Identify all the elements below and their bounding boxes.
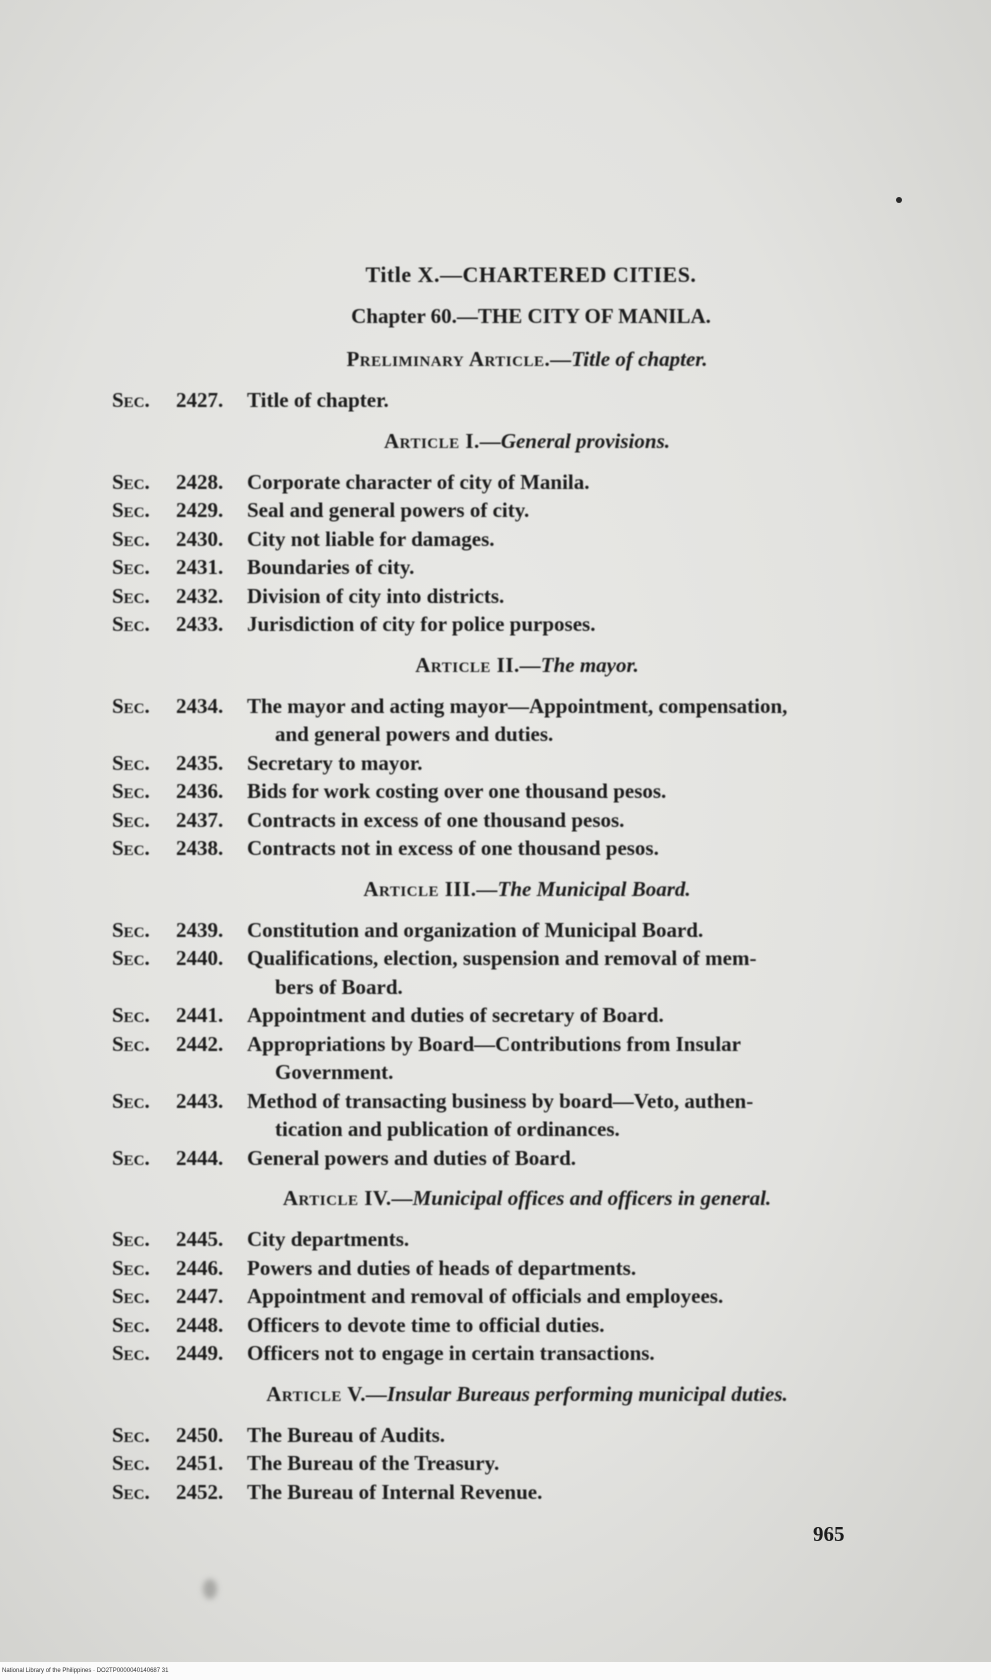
section-title	[247, 386, 942, 415]
section-title	[247, 1254, 942, 1283]
section-number: 2452.	[176, 1479, 224, 1504]
section-title-line: Bids for work costing over one thousand pesos.	[247, 779, 667, 803]
section-label: Sec.	[112, 779, 150, 803]
section-title-line: Officers to devote time to official duties.	[247, 1312, 605, 1337]
section-title-line: General powers and duties of Board.	[247, 1145, 577, 1170]
section-title	[247, 916, 942, 945]
section-number: 2445.	[176, 1227, 224, 1251]
section-label: Sec.	[112, 498, 150, 522]
section-number: 2440.	[176, 946, 224, 970]
section-number: 2429.	[176, 498, 224, 522]
section-label: Sec.	[112, 836, 150, 860]
section-label: Sec.	[112, 1088, 150, 1113]
article-heading	[112, 877, 942, 902]
section-entry	[112, 386, 942, 415]
section-title	[247, 806, 942, 835]
section-title-line: Contracts in excess of one thousand pesos.	[247, 807, 625, 832]
section-title-continuation: Government.	[275, 1060, 394, 1084]
section-title-line: Appointment and removal of officials and employees.	[247, 1284, 724, 1308]
section-label: Sec.	[112, 1255, 150, 1280]
section-entry	[112, 1421, 942, 1450]
section-number: 2448.	[176, 1312, 224, 1337]
section-title-continuation: tication and publication of ordinances.	[275, 1117, 620, 1141]
section-entry	[112, 553, 942, 582]
section-number: 2427.	[176, 388, 224, 412]
section-title-continuation: and general powers and duties.	[275, 722, 554, 746]
section-title-line: Constitution and organization of Municipal Board.	[247, 917, 704, 942]
document-body	[112, 262, 942, 1506]
section-list	[112, 1225, 942, 1368]
section-label: Sec.	[112, 1284, 150, 1308]
section-title	[247, 1030, 942, 1087]
section-entry	[112, 610, 942, 639]
ink-speck	[896, 197, 902, 203]
title-heading	[112, 262, 942, 288]
section-entry	[112, 1449, 942, 1478]
section-number: 2436.	[176, 779, 224, 803]
article-label: Preliminary Article.	[346, 347, 551, 371]
section-label: Sec.	[112, 1341, 150, 1365]
section-label: Sec.	[112, 917, 150, 942]
article-heading	[112, 1186, 942, 1211]
section-list	[112, 468, 942, 639]
section-label: Sec.	[112, 526, 150, 551]
section-number: 2444.	[176, 1145, 224, 1170]
chapter-heading	[112, 304, 942, 329]
section-title	[247, 1421, 942, 1450]
section-label: Sec.	[112, 1312, 150, 1337]
section-title	[247, 1225, 942, 1254]
section-label: Sec.	[112, 1422, 150, 1447]
section-entry	[112, 1478, 942, 1507]
section-title-line: The Bureau of the Treasury.	[247, 1451, 500, 1475]
section-entry	[112, 806, 942, 835]
section-list	[112, 1421, 942, 1507]
section-title-line: The mayor and acting mayor—Appointment, compensation,	[247, 693, 788, 718]
chapter-main: THE CITY OF MANILA.	[477, 304, 711, 328]
article-label: Article I.	[383, 428, 480, 453]
section-entry	[112, 749, 942, 778]
article-label: Article V.	[266, 1381, 366, 1406]
section-title-line: Title of chapter.	[247, 388, 389, 412]
section-title-line: Contracts not in excess of one thousand pesos.	[247, 836, 659, 860]
section-number: 2432.	[176, 583, 224, 608]
section-entry	[112, 692, 942, 749]
article-heading	[112, 653, 942, 678]
section-title	[247, 749, 942, 778]
section-entry	[112, 1254, 942, 1283]
section-entry	[112, 834, 942, 863]
title-main: CHARTERED CITIES.	[462, 262, 697, 287]
section-label: Sec.	[112, 1145, 150, 1170]
article-subtitle: —Municipal offices and officers in general.	[391, 1186, 772, 1210]
section-title	[247, 777, 942, 806]
section-number: 2446.	[176, 1255, 224, 1280]
section-title	[247, 834, 942, 863]
section-title	[247, 553, 942, 582]
section-number: 2428.	[176, 469, 224, 494]
section-title	[247, 496, 942, 525]
section-title	[247, 1144, 942, 1173]
section-label: Sec.	[112, 583, 150, 608]
section-number: 2451.	[176, 1451, 224, 1475]
section-title	[247, 468, 942, 497]
section-title	[247, 1087, 942, 1144]
section-title	[247, 1001, 942, 1030]
section-number: 2447.	[176, 1284, 224, 1308]
section-title	[247, 692, 942, 749]
section-label: Sec.	[112, 1479, 150, 1504]
section-title-line: City not liable for damages.	[247, 526, 495, 551]
section-title-line: Secretary to mayor.	[247, 750, 423, 775]
section-number: 2430.	[176, 526, 224, 551]
section-number: 2433.	[176, 612, 224, 636]
section-number: 2435.	[176, 750, 224, 775]
section-list	[112, 692, 942, 863]
section-number: 2449.	[176, 1341, 224, 1365]
section-title-line: Powers and duties of heads of departments.	[247, 1255, 637, 1280]
section-title-line: The Bureau of Audits.	[247, 1422, 445, 1447]
section-title-line: Corporate character of city of Manila.	[247, 469, 590, 494]
section-title	[247, 1311, 942, 1340]
article-subtitle: —The Municipal Board.	[476, 876, 691, 901]
section-entry	[112, 468, 942, 497]
section-title-line: Appointment and duties of secretary of Board.	[247, 1003, 664, 1027]
article-heading	[112, 429, 942, 454]
section-title-continuation: bers of Board.	[275, 974, 403, 999]
section-title	[247, 1478, 942, 1507]
section-label: Sec.	[112, 555, 150, 579]
section-number: 2442.	[176, 1031, 224, 1056]
section-title	[247, 1282, 942, 1311]
articles-list	[112, 347, 942, 1506]
footer-bar: National Library of the Philippines · DO2TP0000040140687 31	[0, 1662, 991, 1680]
section-title-line: Officers not to engage in certain transactions.	[247, 1341, 655, 1365]
section-title	[247, 610, 942, 639]
section-title-line: The Bureau of Internal Revenue.	[247, 1479, 543, 1504]
section-title-line: Qualifications, election, suspension and removal of mem-	[247, 946, 757, 970]
section-entry	[112, 1001, 942, 1030]
section-entry	[112, 1030, 942, 1087]
section-list	[112, 386, 942, 415]
title-prefix: Title X.—	[365, 262, 463, 287]
article-subtitle: —The mayor.	[519, 652, 639, 677]
section-label: Sec.	[112, 750, 150, 775]
article-subtitle: —General provisions.	[479, 428, 670, 453]
section-title	[247, 944, 942, 1001]
section-label: Sec.	[112, 946, 150, 970]
section-title-line: Seal and general powers of city.	[247, 498, 530, 522]
section-title	[247, 525, 942, 554]
section-entry	[112, 1282, 942, 1311]
section-label: Sec.	[112, 1031, 150, 1056]
chapter-prefix: Chapter 60.—	[351, 304, 478, 328]
page-number: 965	[813, 1522, 845, 1546]
article-label: Article IV.	[282, 1186, 392, 1210]
section-entry	[112, 525, 942, 554]
section-title	[247, 1339, 942, 1368]
section-label: Sec.	[112, 612, 150, 636]
section-list	[112, 916, 942, 1173]
section-number: 2450.	[176, 1422, 224, 1447]
article-subtitle: —Insular Bureaus performing municipal duties.	[365, 1381, 788, 1406]
section-entry	[112, 1311, 942, 1340]
section-label: Sec.	[112, 1227, 150, 1251]
section-entry	[112, 944, 942, 1001]
section-label: Sec.	[112, 469, 150, 494]
section-title-line: Method of transacting business by board—Veto, authen-	[247, 1088, 754, 1113]
section-title	[247, 582, 942, 611]
section-label: Sec.	[112, 1003, 150, 1027]
section-entry	[112, 582, 942, 611]
article-label: Article III.	[363, 876, 477, 901]
article-heading	[112, 347, 942, 372]
article-heading	[112, 1382, 942, 1407]
section-entry	[112, 1225, 942, 1254]
section-label: Sec.	[112, 807, 150, 832]
section-number: 2439.	[176, 917, 224, 942]
section-title-line: Appropriations by Board—Contributions from Insular	[247, 1031, 741, 1056]
section-entry	[112, 496, 942, 525]
section-title-line: Division of city into districts.	[247, 583, 505, 608]
section-number: 2443.	[176, 1088, 224, 1113]
section-label: Sec.	[112, 388, 150, 412]
section-entry	[112, 1087, 942, 1144]
page-smudge	[203, 1579, 217, 1599]
section-number: 2431.	[176, 555, 224, 579]
article-subtitle: —Title of chapter.	[550, 347, 708, 371]
section-title-line: City departments.	[247, 1227, 410, 1251]
section-number: 2434.	[176, 693, 224, 718]
section-number: 2438.	[176, 836, 224, 860]
section-title	[247, 1449, 942, 1478]
section-number: 2441.	[176, 1003, 224, 1027]
section-entry	[112, 916, 942, 945]
section-entry	[112, 1339, 942, 1368]
section-number: 2437.	[176, 807, 224, 832]
section-label: Sec.	[112, 1451, 150, 1475]
section-entry	[112, 777, 942, 806]
section-label: Sec.	[112, 693, 150, 718]
section-title-line: Jurisdiction of city for police purposes.	[247, 612, 596, 636]
section-entry	[112, 1144, 942, 1173]
article-label: Article II.	[415, 652, 520, 677]
section-title-line: Boundaries of city.	[247, 555, 415, 579]
